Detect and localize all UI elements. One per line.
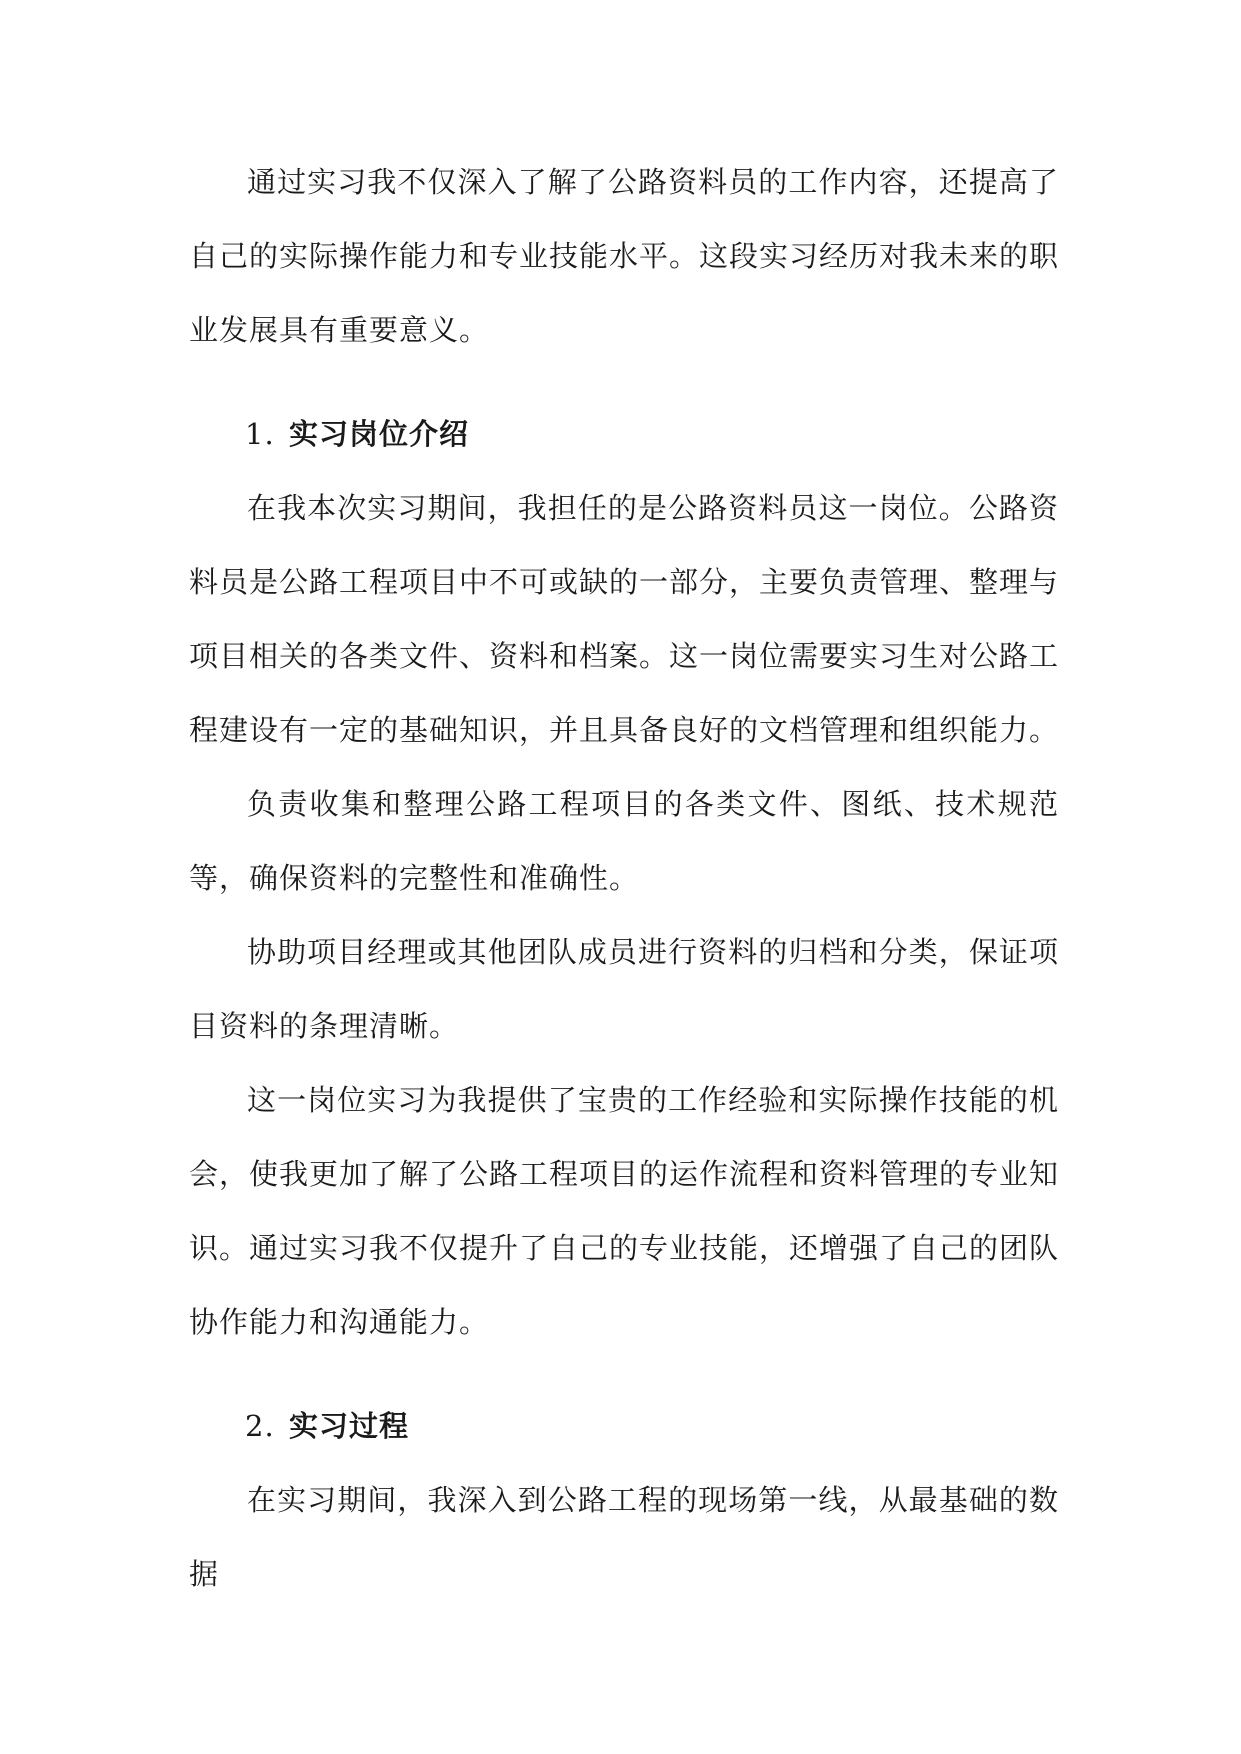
paragraph-duty-archive: 协助项目经理或其他团队成员进行资料的归档和分类，保证项目资料的条理清晰。	[189, 935, 1059, 1043]
document-body	[189, 145, 1059, 1611]
section-number: 1.	[245, 417, 275, 451]
paragraph-position-intro: 在我本次实习期间，我担任的是公路资料员这一岗位。公路资料员是公路工程项目中不可或缺的一部分，主要负责管理、整理与项目相关的各类文件、资料和档案。这一岗位需要实习生对公路工程建设有一定的基础知识，并且具备良好的文档管理和组织能力。	[189, 491, 1060, 747]
section-spacer	[189, 367, 1059, 397]
section-title: 实习岗位介绍	[289, 417, 470, 451]
section-title: 实习过程	[289, 1409, 410, 1443]
paragraph-summary: 通过实习我不仅深入了解了公路资料员的工作内容，还提高了自己的实际操作能力和专业技能水平。这段实习经历对我未来的职业发展具有重要意义。	[189, 165, 1060, 347]
paragraph-experience: 这一岗位实习为我提供了宝贵的工作经验和实际操作技能的机会，使我更加了解了公路工程项目的运作流程和资料管理的专业知识。通过实习我不仅提升了自己的专业技能，还增强了自己的团队协作能力和沟通能力。	[189, 1083, 1060, 1339]
paragraph-duty-collect: 负责收集和整理公路工程项目的各类文件、图纸、技术规范等，确保资料的完整性和准确性。	[189, 787, 1059, 895]
section-heading-1	[189, 397, 1059, 471]
section-number: 2.	[245, 1409, 275, 1443]
section-spacer	[189, 1359, 1059, 1389]
section-heading-2	[189, 1389, 1059, 1463]
paragraph-process: 在实习期间，我深入到公路工程的现场第一线，从最基础的数据	[189, 1483, 1059, 1591]
